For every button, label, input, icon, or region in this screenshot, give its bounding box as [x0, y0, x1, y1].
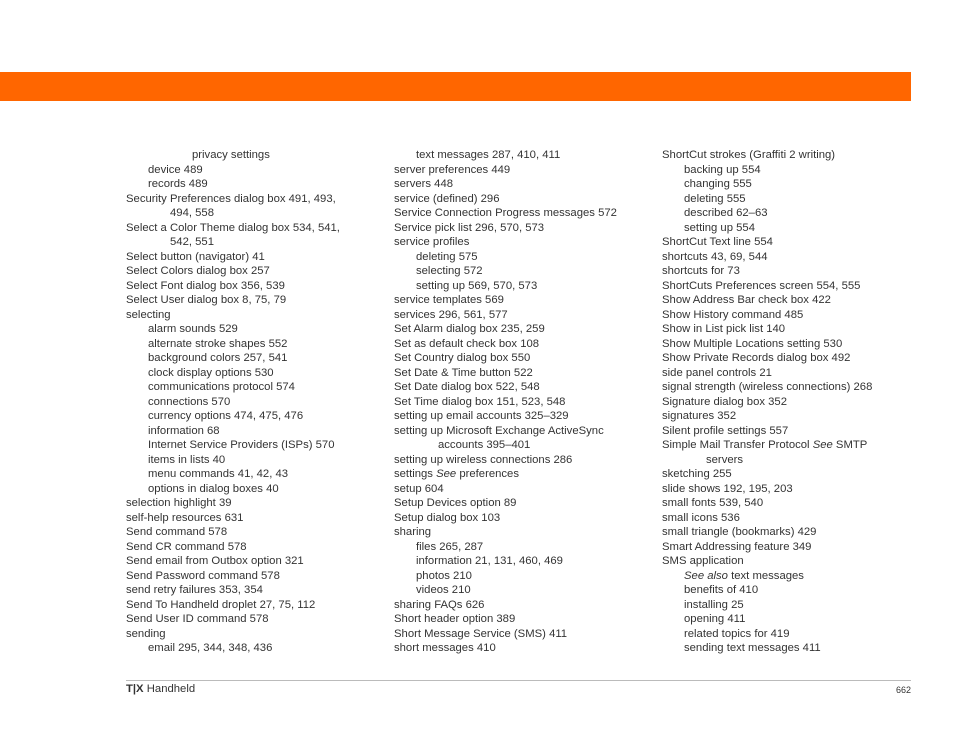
footer-product-bold: T|X — [126, 683, 144, 695]
index-entry: short messages 410 — [394, 642, 496, 654]
index-entry: setting up 569, 570, 573 — [416, 279, 538, 292]
index-entry: related topics for 419 — [684, 627, 790, 640]
index-entry: Show Multiple Locations setting 530 — [662, 337, 843, 350]
see-reference: See — [436, 468, 457, 480]
index-entry: deleting 575 — [416, 250, 478, 263]
index-entry: Show in List pick list 140 — [662, 323, 786, 335]
index-entry: Show Address Bar check box 422 — [662, 294, 831, 306]
index-entry: signal strength (wireless connections) 268 — [662, 381, 873, 393]
index-entry: device 489 — [148, 163, 203, 176]
index-entry: alarm sounds 529 — [148, 323, 238, 335]
footer-divider — [126, 680, 911, 681]
index-entry: Short Message Service (SMS) 411 — [394, 627, 568, 640]
index-column-1 — [126, 148, 381, 656]
index-entry: deleting 555 — [684, 192, 746, 205]
see-reference: See also — [684, 569, 728, 582]
index-entry: server preferences 449 — [394, 163, 511, 176]
index-entry: signatures 352 — [662, 410, 737, 422]
index-entry: setting up wireless connections 286 — [394, 453, 573, 466]
index-entry: setting up Microsoft Exchange ActiveSync — [394, 424, 604, 437]
index-column-2 — [394, 148, 654, 656]
index-entry: items in lists 40 — [148, 453, 226, 466]
index-entry: Simple Mail Transfer Protocol See SMTP — [662, 439, 868, 451]
index-entry: Send CR command 578 — [126, 540, 247, 553]
index-entry: Set Date & Time button 522 — [394, 366, 533, 379]
index-entry: small triangle (bookmarks) 429 — [662, 526, 817, 538]
index-entry: See also text messages — [684, 569, 804, 582]
index-entry: Internet Service Providers (ISPs) 570 — [148, 439, 335, 451]
index-entry: Send User ID command 578 — [126, 613, 269, 625]
index-entry: sharing — [394, 526, 432, 538]
index-entry: menu commands 41, 42, 43 — [148, 468, 289, 480]
index-entry: Show Private Records dialog box 492 — [662, 352, 851, 364]
index-entry: shortcuts for 73 — [662, 265, 740, 277]
index-entry: side panel controls 21 — [662, 366, 772, 379]
index-entry: 542, 551 — [170, 236, 214, 248]
index-entry: small fonts 539, 540 — [662, 497, 764, 509]
index-entry: settings See preferences — [394, 468, 519, 480]
index-entry: setup 604 — [394, 482, 444, 495]
index-entry: Send To Handheld droplet 27, 75, 112 — [126, 598, 316, 611]
index-entry: Send email from Outbox option 321 — [126, 555, 304, 567]
index-entry: send retry failures 353, 354 — [126, 584, 263, 596]
index-entry: service (defined) 296 — [394, 192, 500, 205]
index-entry: connections 570 — [148, 395, 231, 408]
index-entry: installing 25 — [684, 598, 744, 611]
index-entry: Send Password command 578 — [126, 569, 280, 582]
index-entry: selecting — [126, 308, 171, 321]
index-entry: videos 210 — [416, 584, 471, 596]
header-banner — [0, 72, 911, 101]
index-entry: setting up 554 — [684, 221, 755, 234]
index-entry: selecting 572 — [416, 265, 483, 277]
index-entry: sending text messages 411 — [684, 642, 821, 654]
index-entry: Set Alarm dialog box 235, 259 — [394, 323, 545, 335]
index-entry: SMS application — [662, 555, 744, 567]
index-entry: servers 448 — [394, 178, 454, 190]
index-entry: Set Country dialog box 550 — [394, 352, 531, 364]
index-entry: Set Time dialog box 151, 523, 548 — [394, 395, 566, 408]
index-entry: self-help resources 631 — [126, 511, 244, 524]
index-entry: Select User dialog box 8, 75, 79 — [126, 294, 287, 306]
index-entry: Smart Addressing feature 349 — [662, 540, 812, 553]
index-entry: ShortCut strokes (Graffiti 2 writing) — [662, 149, 836, 161]
index-entry: accounts 395–401 — [438, 439, 531, 451]
index-entry: ShortCuts Preferences screen 554, 555 — [662, 279, 861, 292]
index-entry: sketching 255 — [662, 468, 732, 480]
page-number: 662 — [895, 685, 911, 695]
index-entry: Select Colors dialog box 257 — [126, 265, 270, 277]
index-entry: Select a Color Theme dialog box 534, 541, — [126, 221, 340, 234]
index-entry: Short header option 389 — [394, 613, 516, 625]
index-entry: shortcuts 43, 69, 544 — [662, 250, 768, 263]
index-entry: slide shows 192, 195, 203 — [662, 482, 793, 495]
index-entry: text messages 287, 410, 411 — [416, 149, 561, 161]
index-entry: services 296, 561, 577 — [394, 308, 508, 321]
index-entry: records 489 — [148, 178, 208, 190]
index-entry: selection highlight 39 — [126, 497, 232, 509]
footer-product-name — [126, 683, 195, 695]
index-entry: Service pick list 296, 570, 573 — [394, 221, 545, 234]
index-entry: small icons 536 — [662, 511, 740, 524]
index-entry: email 295, 344, 348, 436 — [148, 642, 273, 654]
index-entry: servers — [706, 453, 744, 466]
index-entry: Setup dialog box 103 — [394, 511, 501, 524]
index-entry: information 21, 131, 460, 469 — [416, 555, 563, 567]
index-entry: alternate stroke shapes 552 — [148, 337, 288, 350]
index-entry: benefits of 410 — [684, 584, 759, 596]
index-entry: clock display options 530 — [148, 366, 274, 379]
index-entry: setting up email accounts 325–329 — [394, 410, 569, 422]
index-entry: opening 411 — [684, 613, 746, 625]
index-entry: options in dialog boxes 40 — [148, 482, 279, 495]
index-entry: Show History command 485 — [662, 308, 804, 321]
index-entry: Set Date dialog box 522, 548 — [394, 381, 540, 393]
index-entry: Select Font dialog box 356, 539 — [126, 279, 285, 292]
index-entry: Send command 578 — [126, 526, 228, 538]
index-entry: privacy settings — [192, 149, 270, 161]
index-entry: information 68 — [148, 424, 220, 437]
index-entry: backing up 554 — [684, 163, 761, 176]
footer-product-rest: Handheld — [146, 683, 196, 695]
index-entry: sharing FAQs 626 — [394, 598, 485, 611]
index-entry: Security Preferences dialog box 491, 493, — [126, 192, 336, 205]
index-entry: sending — [126, 627, 166, 640]
index-entry: service templates 569 — [394, 294, 504, 306]
index-entry: Service Connection Progress messages 572 — [394, 207, 617, 219]
index-entry: 494, 558 — [170, 207, 214, 219]
index-entry: service profiles — [394, 236, 470, 248]
index-column-3 — [662, 148, 911, 656]
index-entry: files 265, 287 — [416, 540, 484, 553]
index-entry: Silent profile settings 557 — [662, 424, 789, 437]
index-entry: described 62–63 — [684, 207, 768, 219]
index-entry: currency options 474, 475, 476 — [148, 410, 304, 422]
index-entry: ShortCut Text line 554 — [662, 236, 773, 248]
index-entry: Select button (navigator) 41 — [126, 250, 265, 263]
index-entry: background colors 257, 541 — [148, 352, 288, 364]
index-entry: communications protocol 574 — [148, 381, 295, 393]
index-entry: Set as default check box 108 — [394, 337, 540, 350]
index-entry: Setup Devices option 89 — [394, 497, 517, 509]
see-reference: See — [812, 439, 833, 451]
index-entry: Signature dialog box 352 — [662, 395, 787, 408]
index-entry: photos 210 — [416, 569, 472, 582]
index-entry: changing 555 — [684, 178, 752, 190]
